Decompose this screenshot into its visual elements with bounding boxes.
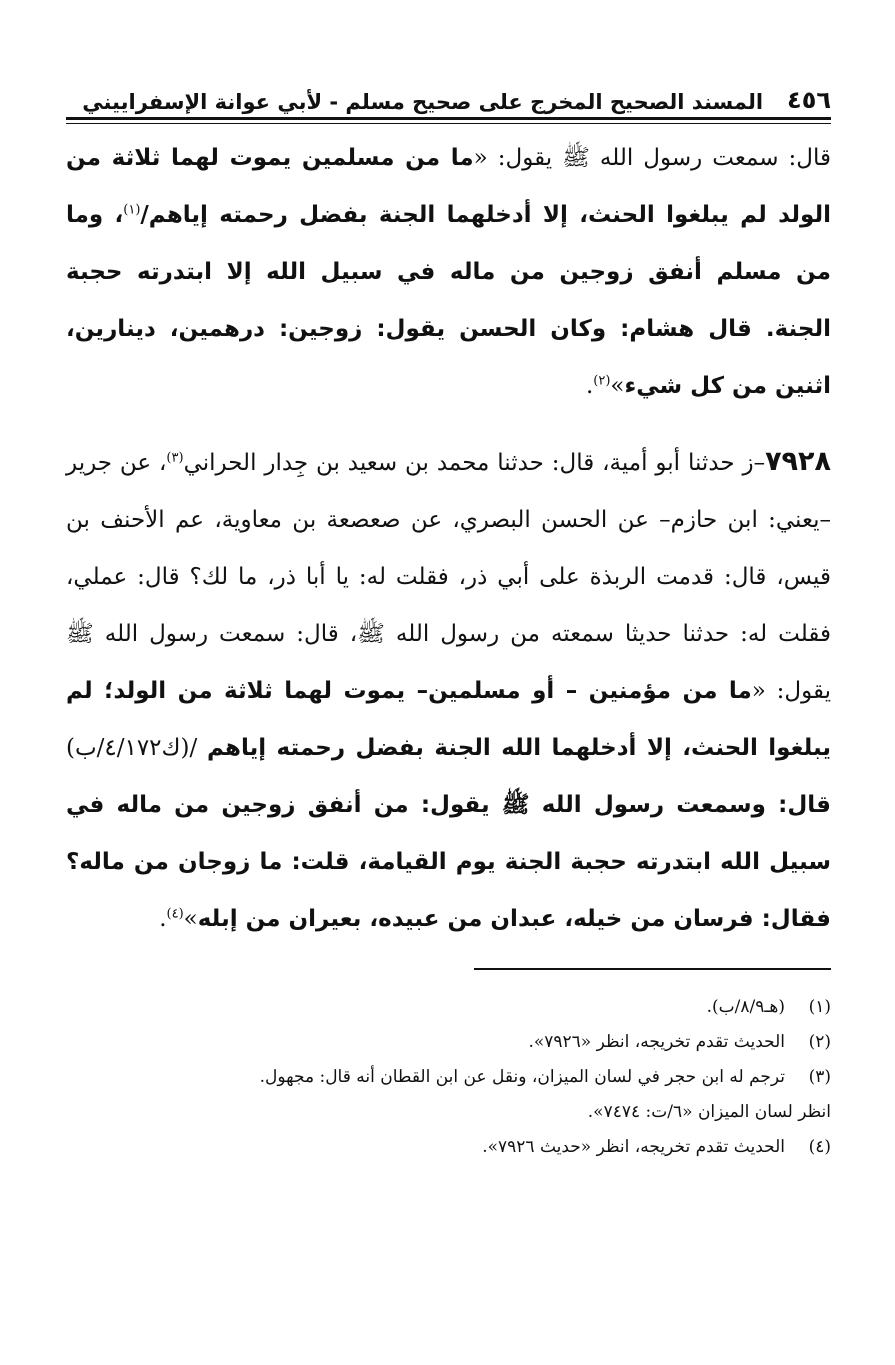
hadith-isnad-1: –ز حدثنا أبو أمية، قال: حدثنا محمد بن سعيد بن جِدار الحراني (183, 450, 766, 476)
footnotes (66, 990, 831, 1165)
footnote-item (66, 1025, 831, 1060)
para1-close-quote: » (610, 373, 625, 399)
manuscript-marker: /(ك٤/١٧٢/ب) (66, 735, 207, 761)
footnote-number: (٢) (808, 1032, 831, 1052)
footnote-number: (٤) (808, 1137, 831, 1157)
footnote-item (66, 1130, 831, 1165)
footnote-text: (هـ٨/٩/ب). (706, 997, 785, 1017)
footnote-number: (٣) (808, 1067, 831, 1087)
running-header (66, 74, 831, 114)
header-rule-thick (66, 117, 831, 120)
footnote-text: الحديث تقدم تخريجه، انظر «حديث ٧٩٢٦». (482, 1137, 785, 1157)
main-text (66, 130, 831, 948)
footnote-ref-2[interactable]: (٢) (593, 373, 611, 389)
header-rule-thin (66, 123, 831, 124)
para1-bold-2: ، وما من مسلم أنفق زوجين من ماله في سبيل الله إلا ابتدرته حجبة الجنة. قال هشام: وكان الحسن يقول: زوجين: درهمين، دينارين، اثنين من كل شيء (66, 202, 831, 399)
hadith-paragraph (66, 433, 831, 948)
paragraph-continuation (66, 130, 831, 415)
footnote-text: ترجم له ابن حجر في لسان الميزان، ونقل عن ابن القطان أنه قال: مجهول. (259, 1067, 785, 1087)
footnote-number: (١) (808, 997, 831, 1017)
hadith-number: ٧٩٢٨ (765, 446, 831, 477)
footnote-text: الحديث تقدم تخريجه، انظر «٧٩٢٦». (528, 1032, 785, 1052)
hadith-close-quote: » (183, 906, 198, 932)
book-title: المسند الصحيح المخرج على صحيح مسلم - لأبي عوانة الإسفراييني (82, 90, 764, 114)
footnote-item (66, 1060, 831, 1095)
hadith-isnad-2: ، عن جرير –يعني: ابن حازم– عن الحسن البصري، عن صعصعة بن معاوية، عم الأحنف بن قيس، قال: قدمت الربذة على أبي ذر، فقلت له: يا أبا ذر، ما لك؟ قال: عملي، فقلت له: حدثنا حديثا سمعته من رسول الله ﷺ، قال: سمعت رسول الله ﷺ يقول: « (66, 450, 831, 704)
footnote-item (66, 990, 831, 1025)
hadith-matn-2: قال: وسمعت رسول الله ﷺ يقول: من أنفق زوجين من ماله في سبيل الله ابتدرته حجبة الجنة يوم القيامة، قلت: ما زوجان من ماله؟ فقال: فرسان من خيله، عبدان من عبيده، بعيران من إبله (66, 792, 831, 932)
page-number: ٤٥٦ (787, 86, 831, 114)
footnote-ref-1[interactable]: (١) (123, 202, 141, 218)
hadith-matn-1: ما من مؤمنين – أو مسلمين– يموت لهما ثلاثة من الولد؛ لم يبلغوا الحنث، إلا أدخلهما الله الجنة بفضل رحمته إياهم (66, 678, 831, 761)
hadith-end: . (159, 906, 167, 932)
footnote-separator (474, 968, 831, 970)
footnote-ref-4[interactable]: (٤) (166, 906, 184, 922)
para1-end: . (585, 373, 594, 399)
footnote-continuation: انظر لسان الميزان «٦/ت: ٧٤٧٤». (587, 1102, 831, 1122)
para1-intro: قال: سمعت رسول الله ﷺ يقول: « (473, 145, 831, 171)
footnote-ref-3[interactable]: (٣) (166, 450, 184, 466)
para1-bold-1: ما من مسلمين يموت لهما ثلاثة من الولد لم يبلغوا الحنث، إلا أدخلهما الجنة بفضل رحمته إياهم/ (66, 145, 832, 228)
